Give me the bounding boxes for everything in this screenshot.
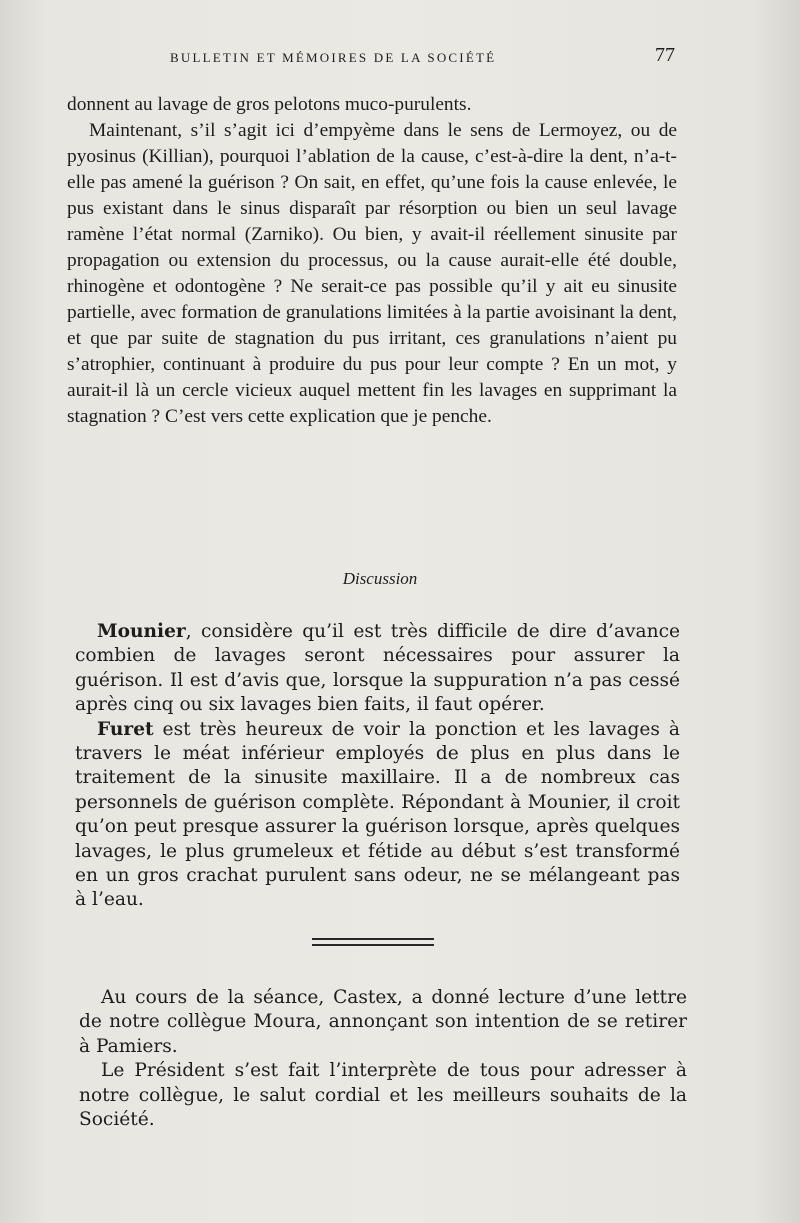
section-heading: Discussion xyxy=(342,569,418,588)
double-rule-divider xyxy=(312,938,434,946)
page-header xyxy=(75,44,675,70)
discussion-section xyxy=(75,620,680,913)
paragraph: donnent au lavage de gros pelotons muco-purulents. xyxy=(67,94,472,115)
speaker-name: Furet xyxy=(97,718,154,740)
paragraph: Au cours de la séance, Castex, a donné lecture d’une lettre de notre collègue Moura, annonçant son intention de se retirer à Pamiers. xyxy=(79,987,687,1057)
discussion-entry xyxy=(75,620,680,718)
main-text xyxy=(67,92,677,430)
paragraph: Le Président s’est fait l’interprète de tous pour adresser à notre collègue, le salut cordial et les meilleurs souhaits de la Société. xyxy=(79,1060,687,1131)
speaker-name: Mounier xyxy=(97,621,186,642)
running-head: BULLETIN ET MÉMOIRES DE LA SOCIÉTÉ xyxy=(170,50,497,65)
closing-section xyxy=(79,986,687,1132)
page-number: 77 xyxy=(655,44,675,66)
discussion-entry xyxy=(75,718,680,913)
discussion-entry-text: , considère qu’il est très difficile de dire d’avance combien de lavages seront nécessaires pour assurer la guérison. Il est d’avis que, lorsque la suppuration n’a pas cessé après cinq ou six lavages bien faits, il faut opérer. xyxy=(75,621,680,716)
paragraph: Maintenant, s’il s’agit ici d’empyème dans le sens de Lermoyez, ou de pyosinus (Killian), pourquoi l’ablation de la cause, c’est-à-dire la dent, n’a-t-elle pas amené la guérison ? On sait, en effet, qu’une fois la cause enlevée, le pus existant dans le sinus disparaît par résorption ou bien un seul lavage ramène l’état normal (Zarniko). Ou bien, y avait-il réellement sinusite par propagation ou extension du processus, ou la cause aurait-elle été double, rhinogène et odontogène ? Ne serait-ce pas possible qu’il y ait eu sinusite partielle, avec formation de granulations limitées à la partie avoisinant la dent, et que par suite de stagnation du pus irritant, ces granulations n’aient pu s’atrophier, continuant à produire du pus pour leur compte ? En un mot, y aurait-il là un cercle vicieux auquel mettent fin les lavages en supprimant la stagnation ? C’est vers cette explication que je penche. xyxy=(67,120,677,427)
discussion-entry-text: est très heureux de voir la ponction et les lavages à travers le méat inférieur employés de plus en plus dans le traitement de la sinusite maxillaire. Il a de nombreux cas personnels de guérison complète. Répondant à Mounier, il croit qu’on peut presque assurer la guérison lorsque, après quelques lavages, le plus grumeleux et fétide au début s’est transformé en un gros crachat purulent sans odeur, ne se mélangeant pas à l’eau. xyxy=(75,718,680,911)
